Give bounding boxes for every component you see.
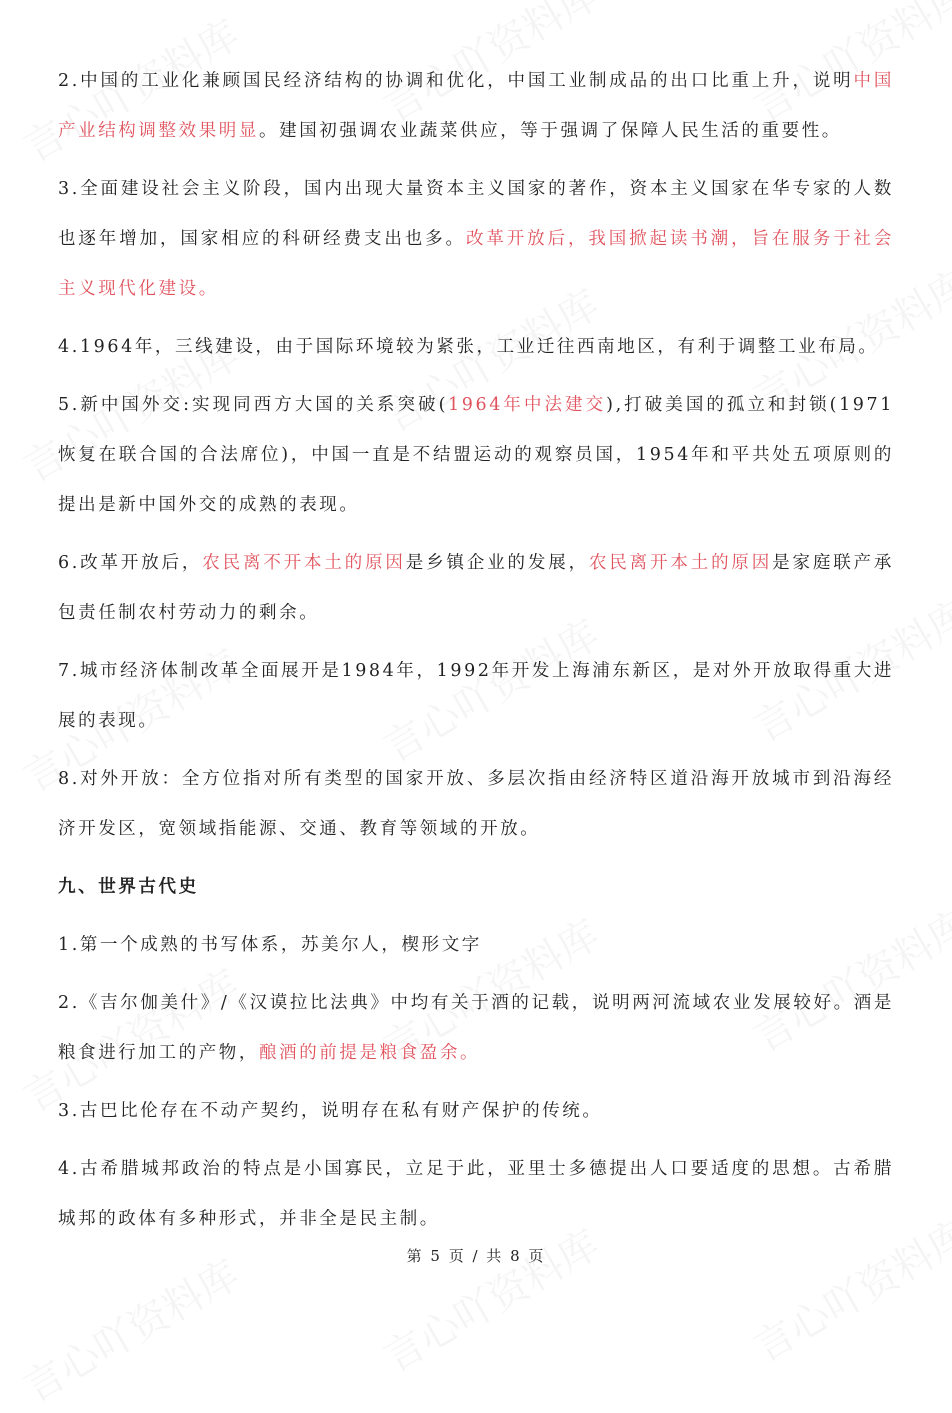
paragraph xyxy=(58,978,894,1078)
paragraph xyxy=(58,646,894,746)
paragraph xyxy=(58,538,894,638)
text-segment: 7.城市经济体制改革全面展开是1984年，1992年开发上海浦东新区，是对外开放取得重大进展的表现。 xyxy=(58,661,894,731)
paragraph xyxy=(58,322,894,372)
highlighted-text: 农民离开本土的原因 xyxy=(588,553,773,573)
text-segment: 2.中国的工业化兼顾国民经济结构的协调和优化，中国工业制成品的出口比重上升，说明 xyxy=(58,71,854,91)
paragraph xyxy=(58,920,894,970)
watermark xyxy=(12,1244,248,1413)
paragraph xyxy=(58,1144,894,1244)
text-segment: 6.改革开放后， xyxy=(58,553,203,573)
paragraph xyxy=(58,380,894,530)
text-segment: 3.全面建设社会主义阶段，国内出现大量资本主义国家的著作，资本主义国家在华专家的人数也逐年增加，国家相应的科研经费支出也多。 xyxy=(58,179,894,249)
page-number: 第 5 页 / 共 8 页 xyxy=(406,1247,546,1265)
text-segment: 是乡镇企业的发展， xyxy=(405,553,589,573)
text-segment: 1.第一个成熟的书写体系，苏美尔人，楔形文字 xyxy=(58,935,482,955)
text-segment: 5.新中国外交:实现同西方大国的关系突破( xyxy=(58,395,449,415)
paragraph xyxy=(58,164,894,314)
text-segment: 九、世界古代史 xyxy=(58,877,199,897)
text-segment: 8.对外开放：全方位指对所有类型的国家开放、多层次指由经济特区道沿海开放城市到沿海经济开发区，宽领域指能源、交通、教育等领域的开放。 xyxy=(58,769,894,839)
paragraph xyxy=(58,1086,894,1136)
highlighted-text: 农民离不开本土的原因 xyxy=(202,553,406,573)
document-body xyxy=(58,56,894,1252)
text-segment: 2.《吉尔伽美什》/《汉谟拉比法典》中均有关于酒的记载，说明两河流域农业发展较好。酒是粮食进行加工的产物， xyxy=(58,993,894,1063)
text-segment: 4.古希腊城邦政治的特点是小国寡民，立足于此，亚里士多德提出人口要适度的思想。古希腊城邦的政体有多种形式，并非全是民主制。 xyxy=(58,1159,894,1229)
paragraph xyxy=(58,754,894,854)
paragraph xyxy=(58,56,894,156)
highlighted-text: 改革开放后，我国掀起读书潮，旨在服务于社会主义现代化建设。 xyxy=(58,229,894,299)
text-segment: ),打破美国的孤立和封锁(1971恢复在联合国的合法席位)，中国一直是不结盟运动的观察员国，1954年和平共处五项原则的提出是新中国外交的成熟的表现。 xyxy=(58,395,895,515)
text-segment: 是家庭联产承包责任制农村劳动力的剩余。 xyxy=(58,553,894,623)
text-segment: 4.1964年，三线建设，由于国际环境较为紧张，工业迁往西南地区，有利于调整工业布局。 xyxy=(58,337,879,357)
highlighted-text: 1964年中法建交 xyxy=(448,395,607,415)
highlighted-text: 酿酒的前提是粮食盈余。 xyxy=(259,1043,481,1063)
text-segment: 3.古巴比伦存在不动产契约，说明存在私有财产保护的传统。 xyxy=(58,1101,603,1121)
section-heading xyxy=(58,862,894,912)
highlighted-text: 中国产业结构调整效果明显 xyxy=(58,71,894,141)
text-segment: 。建国初强调农业蔬菜供应，等于强调了保障人民生活的重要性。 xyxy=(259,121,842,141)
